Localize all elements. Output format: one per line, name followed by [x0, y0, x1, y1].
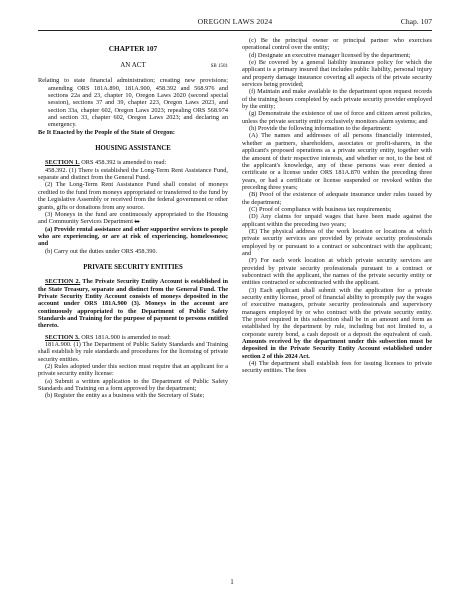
act-label: AN ACT	[120, 61, 146, 70]
enacting-clause: Be It Enacted by the People of the State of Oregon:	[38, 128, 175, 136]
section-3-subparagraph: (b) Register the entity as a business with the Secretary of State;	[45, 392, 205, 400]
subparagraph-f: (f) Maintain and make available to the department upon request records of the training hours completed by each private security provider employed by the entity;	[242, 88, 432, 111]
section-1-paragraph: (2) The Long-Term Rent Assistance Fund shall consist of moneys credited to the fund from moneys appropriated or transferred to the fund by the Legislative Assembly or received from the federal government or other grants, gifts or donations from any source.	[38, 181, 228, 211]
subsection-3-text: (3) Each applicant shall submit with the application for a private security entity license, proof of financial ability to promptly pay the wages of executive managers, private security professionals and supervisory managers employed by or who contract with the private security entity. The proof required in this subsection shall be in an amount and form as established by the department by rule, including but not limited to, a corporate surety bond, a cash deposit or a deposit the equivalent of cash.	[242, 286, 432, 338]
section-3-paragraph: (2) Rules adopted under this section must require that an applicant for a private security entity license:	[38, 363, 228, 378]
section-2-label: SECTION 2.	[45, 278, 81, 286]
section-2-text: The Private Security Entity Account is established in the State Treasury, separate and distinct from the General Fund. The Private Security Entity Account consists of moneys deposited in the account under ORS 181A.900 (3). Moneys in the account are continuously appropriated to the Department of Public Safety Standards and Training for the purpose of payment to persons entitled thereto.	[38, 278, 228, 330]
item-c: (C) Proof of compliance with business tax requirements;	[249, 205, 392, 213]
relating-clause: Relating to state financial administration; creating new provisions; amending ORS 181A.890, 181A.900, 458.392 and 568.976 and sections 22a and 23, chapter 10, Oregon Laws 2020 (second special session), sections 37 and 39, chapter 223, Oregon Laws 2023, and section 33a, chapter 602, Oregon Laws 2023; repealing ORS 568.974 and section 33, chapter 602, Oregon Laws 2023; and declaring an emergency.	[38, 77, 228, 129]
heading-private-security: PRIVATE SECURITY ENTITIES	[83, 263, 183, 271]
subparagraph-g: (g) Demonstrate the existence of use of force and citizen arrest policies, unless the private security entity exclusively monitors alarm systems; and	[242, 110, 432, 125]
item-e: (E) The physical address of the work location or locations at which private security services are provided by private security professionals employed by or pursuant to a contract or subcontract with the applicant; and	[242, 227, 432, 257]
section-1-subparagraph: (a) Provide rental assistance and other supportive services to people who are experiencing, or are at risk of experiencing, homelessness; and	[38, 225, 228, 248]
section-3-intro	[38, 334, 228, 341]
section-3-label: SECTION 3.	[45, 333, 80, 341]
subparagraph-c: (c) Be the principal owner or principal partner who exercises operational control over the entity;	[242, 37, 432, 52]
heading-housing-assistance: HOUSING ASSISTANCE	[95, 145, 171, 153]
subparagraph-h: (h) Provide the following information to the department:	[249, 125, 392, 133]
stricken-word: to	[134, 218, 140, 226]
section-3-subparagraph: (a) Submit a written application to the Department of Public Safety Standards and Training on a form approved by the department;	[38, 377, 228, 393]
subsection-3	[242, 287, 432, 360]
section-3-paragraph: 181A.900. (1) The Department of Public Safety Standards and Training shall establish by rule standards and procedures for the licensing of private security entities.	[38, 341, 228, 363]
item-a: (A) The names and addresses of all persons financially interested, whether as partners, shareholders, associates or profit-sharers, in the applicant's proposed operations as a private security entity, together with the amount of their respective interests, and whether or not, to the best of the applicant's knowledge, any of these persons was ever denied a certificate or a license under ORS 181A.870 within the preceding three years, or had a certificate or license suspended or revoked within the preceding three years;	[242, 132, 432, 191]
chapter-title: CHAPTER 107	[108, 44, 158, 53]
subsection-3-amendment: Amounts received by the department under this subsection must be deposited in the Private Security Entity Account established under section 2 of this 2024 Act.	[242, 338, 432, 360]
section-1-p3-text: (3) Moneys in the fund are continuously appropriated to the Housing and Community Services Department	[38, 210, 228, 226]
subparagraph-d: (d) Designate an executive manager licensed by the department;	[249, 51, 411, 59]
section-2	[38, 278, 228, 329]
section-1-paragraph: 458.392. (1) There is established the Long-Term Rent Assistance Fund, separate and distinct from the General Fund.	[38, 166, 228, 182]
item-d: (D) Any claims for unpaid wages that have been made against the applicant within the preceding two years;	[242, 213, 432, 228]
subparagraph-e: (e) Be covered by a general liability insurance policy for which the applicant is a primary insured that includes public liability, personal injury and property damage insurance covering all aspects of the private security services being provided;	[242, 59, 432, 89]
item-b: (B) Proof of the existence of adequate insurance under rules issued by the department;	[242, 191, 432, 206]
publication-title: OREGON LAWS 2024	[197, 17, 273, 26]
bill-number: SB 1501	[210, 64, 228, 70]
page-number: 1	[230, 578, 234, 586]
act-row	[38, 62, 228, 71]
right-column	[242, 37, 432, 375]
section-1-text: ORS 458.392 is amended to read:	[79, 159, 167, 167]
section-1-label: SECTION 1.	[45, 159, 80, 167]
running-header	[38, 14, 432, 31]
section-3-text: ORS 181A.900 is amended to read:	[79, 333, 171, 341]
subsection-4: (4) The department shall establish fees for issuing licenses to private security entities. The fees	[242, 360, 432, 375]
section-1-intro	[38, 159, 228, 166]
item-f: (F) For each work location at which private security services are provided by private security professionals pursuant to a contract or subcontract with the applicant, the names of the private security entity or entities contracted or subcontracted with the applicant.	[242, 257, 432, 287]
section-1-paragraph	[38, 211, 228, 226]
chapter-reference: Chap. 107	[400, 17, 432, 26]
left-column	[38, 37, 228, 400]
section-1-subparagraph: (b) Carry out the duties under ORS 458.390.	[45, 247, 158, 255]
